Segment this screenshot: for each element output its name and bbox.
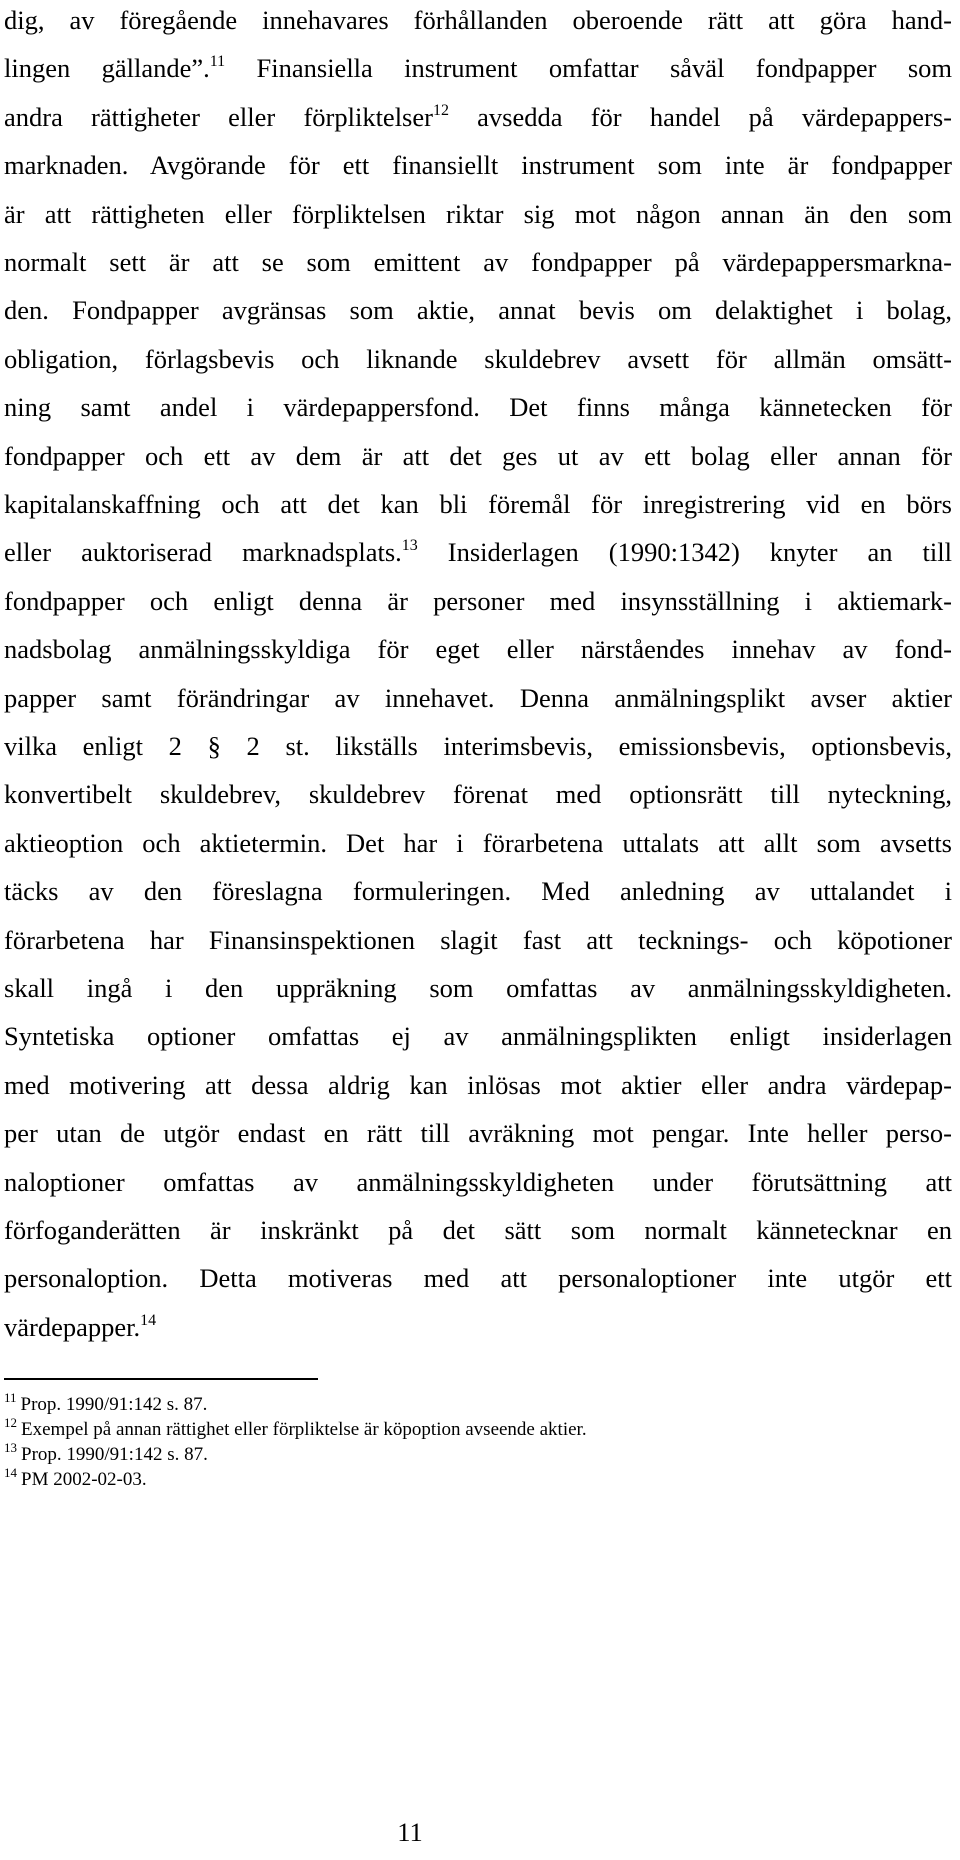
text-line	[4, 1158, 952, 1206]
text-segment: papper samt förändringar av innehavet. Denna anmälningsplikt avser aktier	[4, 682, 952, 713]
text-line	[4, 238, 952, 286]
text-line	[4, 528, 952, 576]
text-line	[4, 625, 952, 673]
text-segment: lingen gällande”.	[4, 53, 210, 84]
footnote-number: 12	[4, 1415, 17, 1430]
text-line	[4, 335, 952, 383]
text-segment: nadsbolag anmälningsskyldiga för eget eller närståendes innehav av fond-	[4, 634, 952, 665]
text-segment: personaloption. Detta motiveras med att personaloptioner inte utgör ett	[4, 1263, 952, 1294]
text-line	[4, 190, 952, 238]
text-line	[4, 141, 952, 189]
footnote-number: 11	[4, 1390, 17, 1405]
footnote-13	[4, 1440, 208, 1467]
text-segment: den. Fondpapper avgränsas som aktie, annat bevis om delaktighet i bolag,	[4, 295, 952, 326]
text-line	[4, 1254, 952, 1302]
footnote-12	[4, 1415, 587, 1442]
footnote-text: PM 2002-02-03.	[21, 1469, 147, 1490]
text-segment: Insiderlagen (1990:1342) knyter an till	[417, 537, 952, 568]
text-line	[4, 770, 952, 818]
text-segment: täcks av den föreslagna formuleringen. Med anledning av uttalandet i	[4, 876, 952, 907]
text-segment: dig, av föregående innehavares förhållanden oberoende rätt att göra hand-	[4, 5, 952, 35]
text-line	[4, 0, 952, 44]
footnote-number: 14	[4, 1465, 17, 1480]
text-segment: fondpapper och enligt denna är personer med insynsställning i aktiemark-	[4, 585, 952, 616]
text-line	[4, 93, 952, 141]
text-line	[4, 577, 952, 625]
text-line	[4, 1109, 952, 1157]
text-line	[4, 1206, 952, 1254]
text-line	[4, 480, 952, 528]
footnote-reference: 11	[209, 53, 226, 71]
text-line	[4, 286, 952, 334]
text-line	[4, 1303, 156, 1351]
text-segment: skall ingå i den uppräkning som omfattas av anmälningsskyldigheten.	[4, 973, 952, 1003]
text-line	[4, 964, 952, 1012]
text-line	[4, 1012, 952, 1060]
text-segment: andra rättigheter eller förpliktelser	[4, 101, 433, 132]
footnote-reference: 14	[140, 1311, 157, 1329]
footnote-reference: 13	[401, 537, 418, 555]
text-segment: kapitalanskaffning och att det kan bli föremål för inregistrering vid en börs	[4, 489, 952, 519]
text-segment: är att rättigheten eller förpliktelsen riktar sig mot någon annan än den som	[4, 198, 952, 229]
text-line	[4, 383, 952, 431]
text-line	[4, 819, 952, 867]
text-segment: naloptioner omfattas av anmälningsskyldigheten under förutsättning att	[4, 1166, 952, 1197]
text-segment: avsedda för handel på värdepappers-	[448, 101, 952, 132]
footnote-14	[4, 1465, 147, 1492]
footnote-reference: 12	[432, 101, 449, 119]
text-segment: marknaden. Avgörande för ett finansiellt instrument som inte är fondpapper	[4, 150, 952, 181]
text-segment: per utan de utgör endast en rätt till avräkning mot pengar. Inte heller perso-	[4, 1118, 952, 1149]
text-line	[4, 674, 952, 722]
text-segment: normalt sett är att se som emittent av fondpapper på värdepappersmarkna-	[4, 247, 952, 277]
text-segment: eller auktoriserad marknadsplats.	[4, 537, 402, 568]
footnote-number: 13	[4, 1440, 17, 1455]
page-number: 11	[397, 1817, 423, 1847]
text-segment: förarbetena har Finansinspektionen slagit fast att tecknings- och köpotioner	[4, 924, 952, 955]
text-line	[4, 1061, 952, 1109]
text-line	[4, 432, 952, 480]
text-line	[4, 867, 952, 915]
text-segment: aktieoption och aktietermin. Det har i förarbetena uttalats att allt som avsetts	[4, 827, 952, 858]
footnote-separator	[4, 1378, 318, 1380]
footnote-text: Exempel på annan rättighet eller förpliktelse är köpoption avseende aktier.	[21, 1419, 587, 1440]
text-line	[4, 916, 952, 964]
text-segment: med motivering att dessa aldrig kan inlösas mot aktier eller andra värdepap-	[4, 1069, 952, 1100]
text-line	[4, 44, 952, 92]
text-segment: ning samt andel i värdepappersfond. Det finns många kännetecken för	[4, 392, 952, 423]
text-segment: vilka enligt 2 § 2 st. likställs interimsbevis, emissionsbevis, optionsbevis,	[4, 731, 952, 761]
text-segment: fondpapper och ett av dem är att det ges ut av ett bolag eller annan för	[4, 440, 952, 471]
text-segment: Finansiella instrument omfattar såväl fondpapper som	[225, 53, 952, 84]
text-segment: värdepapper.	[4, 1311, 141, 1342]
text-segment: förfoganderätten är inskränkt på det sätt som normalt kännetecknar en	[4, 1215, 952, 1245]
text-segment: Syntetiska optioner omfattas ej av anmälningsplikten enligt insiderlagen	[4, 1021, 952, 1052]
footnote-text: Prop. 1990/91:142 s. 87.	[20, 1394, 208, 1415]
text-line	[4, 722, 952, 770]
footnote-11	[4, 1390, 208, 1417]
footnote-text: Prop. 1990/91:142 s. 87.	[21, 1444, 208, 1465]
text-segment: konvertibelt skuldebrev, skuldebrev förenat med optionsrätt till nyteckning,	[4, 779, 952, 810]
text-segment: obligation, förlagsbevis och liknande skuldebrev avsett för allmän omsätt-	[4, 343, 952, 374]
